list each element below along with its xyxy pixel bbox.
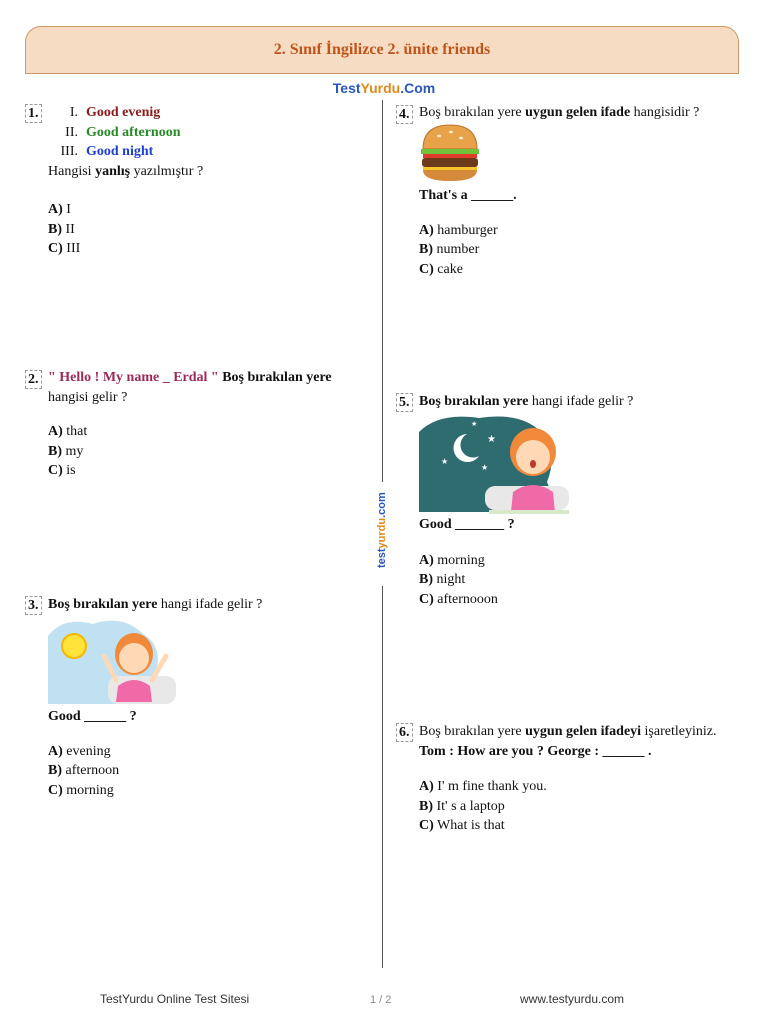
q4-prompt: That's a ______. [419, 188, 517, 203]
question-3 [48, 595, 368, 615]
q3-stem: Boş bırakılan yere hangi ifade gelir ? [48, 597, 263, 612]
question-number-6: 6. [396, 723, 413, 742]
svg-text:★: ★ [487, 434, 496, 445]
q2-option-b[interactable]: B) my [48, 443, 84, 459]
svg-text:★: ★ [441, 457, 449, 466]
q1-option-a[interactable]: A) I [48, 202, 71, 217]
question-number-1: 1. [25, 104, 42, 123]
hamburger-image [419, 123, 481, 183]
q1-option-c[interactable]: C) III [48, 241, 81, 256]
q2-option-c[interactable]: C) is [48, 463, 76, 478]
question-number-4: 4. [396, 105, 413, 124]
question-number-2: 2. [25, 370, 42, 389]
girl-face-icon [516, 440, 550, 474]
side-logo: testyurdu.com [376, 492, 388, 568]
q2-option-a[interactable]: A) that [48, 424, 88, 439]
question-1 [48, 103, 368, 259]
svg-text:★: ★ [471, 420, 478, 428]
q5-option-a[interactable]: A) morning [419, 552, 485, 568]
footer-site-name: TestYurdu Online Test Sitesi [100, 992, 250, 1006]
question-6 [419, 722, 759, 836]
lettuce-shape [421, 149, 479, 154]
q1-item-3: III. Good night [60, 144, 154, 159]
bun-top-shape [423, 125, 477, 149]
page-title: 2. Sınıf İngilizce 2. ünite friends [273, 41, 491, 58]
q6-option-c[interactable]: C) What is that [419, 818, 505, 833]
q6-stem: Boş bırakılan yere uygun gelen ifadeyi işaretleyiniz. [419, 724, 717, 739]
q1-item-1: I. Good evenig [69, 105, 161, 120]
tomato-shape [423, 154, 477, 158]
q5-prompt: Good _______ ? [419, 517, 515, 532]
q5-option-c[interactable]: C) afternooon [419, 591, 498, 607]
question-number-5: 5. [396, 393, 413, 412]
page-header [25, 26, 739, 74]
q4-option-a[interactable]: A) hamburger [419, 222, 498, 238]
q4-stem: Boş bırakılan yere uygun gelen ifade hangisidir ? [419, 105, 700, 120]
q1-option-b[interactable]: B) II [48, 221, 75, 237]
column-divider-top [382, 100, 383, 482]
q2-stem-cont: hangisi gelir ? [48, 389, 128, 405]
girl-face-icon [119, 643, 149, 673]
q3-option-a[interactable]: A) evening [48, 743, 111, 759]
bun-bottom-shape [423, 170, 477, 181]
footer-url[interactable]: www.testyurdu.com [520, 992, 625, 1006]
night-sleepy-image [419, 412, 569, 514]
q6-prompt: Tom : How are you ? George : ______ . [419, 743, 652, 759]
question-number-3: 3. [25, 596, 42, 615]
q2-stem: " Hello ! My name _ Erdal " Boş bırakılan yere [48, 370, 332, 385]
cheese-shape [423, 167, 477, 170]
q3-option-b[interactable]: B) afternoon [48, 763, 120, 778]
q3-prompt: Good ______ ? [48, 709, 137, 724]
q4-option-b[interactable]: B) number [419, 242, 480, 257]
morning-wakeup-image [48, 616, 176, 706]
q5-stem: Boş bırakılan yere hangi ifade gelir ? [419, 394, 634, 409]
q6-option-b[interactable]: B) It' s a laptop [419, 798, 505, 814]
svg-text:★: ★ [481, 463, 489, 472]
q1-stem: Hangisi yanlış yazılmıştır ? [48, 163, 204, 179]
q4-option-c[interactable]: C) cake [419, 261, 463, 277]
q6-option-a[interactable]: A) I' m fine thank you. [419, 779, 547, 794]
q3-option-c[interactable]: C) morning [48, 782, 114, 798]
question-4 [419, 103, 759, 123]
question-3-body [48, 707, 368, 800]
question-2 [48, 368, 368, 481]
question-5 [419, 392, 759, 412]
question-4-body [419, 186, 759, 279]
column-divider-bottom [382, 586, 383, 968]
page-number: 1 / 2 [370, 994, 392, 1006]
q1-item-2: II. Good afternoon [65, 124, 181, 140]
sun-icon [62, 634, 86, 658]
patty-shape [422, 158, 478, 167]
site-logo: TestYurdu.Com [332, 80, 436, 96]
q5-option-b[interactable]: B) night [419, 572, 466, 587]
question-5-body [419, 515, 759, 609]
